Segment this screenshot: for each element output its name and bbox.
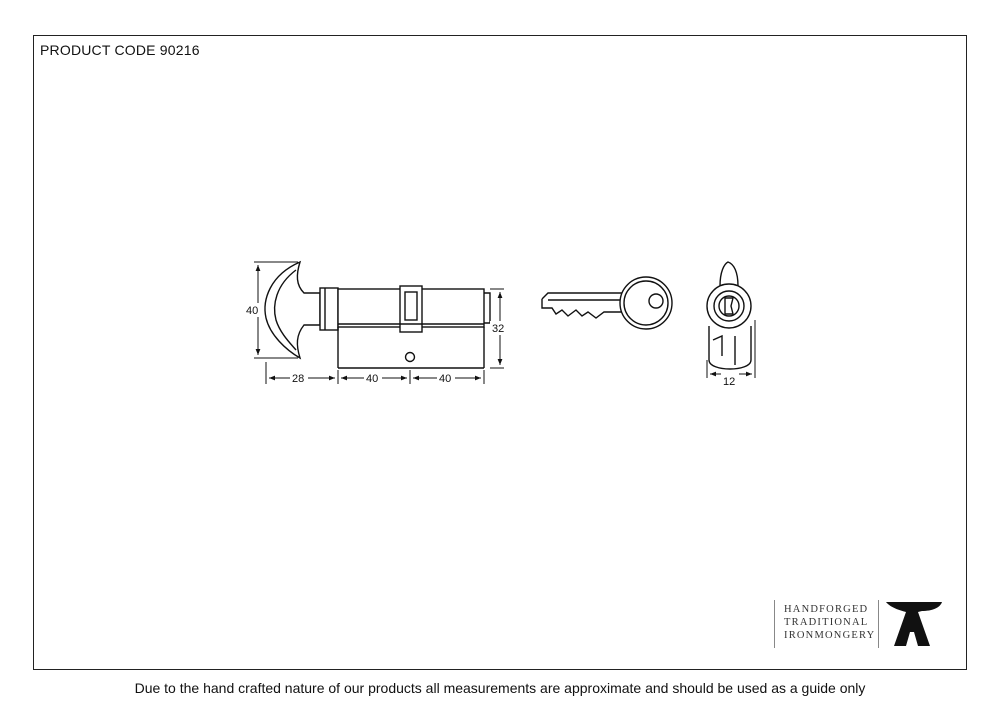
brand-divider-mid — [878, 600, 879, 648]
cylinder-drawing — [338, 286, 490, 368]
brand-line-2: TRADITIONAL — [784, 617, 869, 628]
dim-thumb-turn-height: 40 — [246, 305, 259, 317]
thumb-turn-drawing — [265, 262, 338, 358]
dim-cylinder-height: 32 — [492, 323, 505, 335]
disclaimer-text: Due to the hand crafted nature of our products all measurements are approximate and should be used as a guide only — [134, 680, 866, 696]
brand-wordmark — [784, 603, 876, 642]
product-code-label: PRODUCT CODE 90216 — [40, 42, 200, 58]
dim-cylinder-left-length: 40 — [366, 373, 379, 385]
anvil-icon — [884, 598, 948, 650]
end-view-drawing — [707, 262, 751, 369]
brand-divider-left — [774, 600, 775, 648]
key-drawing — [542, 277, 672, 329]
brand-line-1: HANDFORGED — [784, 604, 869, 615]
dim-thumb-turn-length: 28 — [292, 373, 305, 385]
brand-line-3: IRONMONGERY — [784, 630, 876, 641]
dim-cylinder-right-length: 40 — [439, 373, 452, 385]
dim-end-view-width: 12 — [723, 376, 736, 388]
brand-logo — [774, 598, 954, 650]
